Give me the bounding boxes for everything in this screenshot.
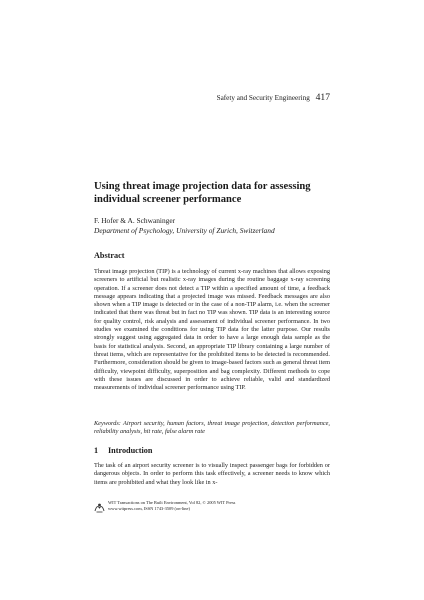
abstract-heading: Abstract — [94, 251, 125, 260]
section-title: Introduction — [108, 446, 153, 455]
author-affiliation: Department of Psychology, University of Zurich, Switzerland — [94, 226, 275, 235]
author-list: F. Hofer & A. Schwaninger — [94, 216, 176, 225]
page-number: 417 — [315, 92, 330, 103]
footer-text — [108, 500, 235, 512]
footer-line-1: WIT Transactions on The Built Environment, Vol 82, © 2005 WIT Press — [108, 500, 236, 505]
keywords: Keywords: Airport security, human factors, threat image projection, detection performance, reliability analysis, hit rate, false alarm rate — [94, 420, 330, 436]
running-head — [217, 92, 330, 103]
introduction-body: The task of an airport security screener is to visually inspect passenger bags for forbidden or dangerous objects. In order to perform this task effectively, a screener needs to know which items are prohibited and what they look like in x- — [94, 462, 330, 486]
journal-name: Safety and Security Engineering — [216, 94, 310, 102]
wit-press-logo-icon — [94, 502, 105, 514]
section-heading-introduction — [94, 446, 152, 455]
page-footer — [94, 500, 334, 520]
section-number: 1 — [94, 446, 99, 455]
paper-title: Using threat image projection data for assessing individual screener performance — [94, 181, 311, 205]
abstract-body: Threat image projection (TIP) is a technology of current x-ray machines that allows exposing screeners to artificial but realistic x-ray images during the routine baggage x-ray screening operation. If a screener does not detect a TIP within a specified amount of time, a feedback message appears indicating that a projected image was missed. Feedback messages are also shown when a TIP image is detected or in the case of a non-TIP alarm, i.e. when the screener indicated that there was threat but in fact no TIP was shown. TIP data is an interesting source for quality control, risk analysis and assessment of individual screener performance. In two studies we examined the conditions for using TIP data for the latter purpose. Our results strongly suggest using aggregated data in order to have a large enough data sample as the basis for statistical analysis. Second, an appropriate TIP library containing a large number of threat items, which are representative for the prohibited items to be detected is recommended. Furthermore, consideration should be given to image-based factors such as general threat item difficulty, viewpoint difficulty, superposition and bag complexity. Different methods to cope with these issues are discussed in order to achieve reliable, valid and standardized measurements of individual screener performance using TIP. — [94, 268, 330, 392]
footer-line-2: www.witpress.com, ISSN 1743-3509 (on-line) — [108, 506, 190, 511]
